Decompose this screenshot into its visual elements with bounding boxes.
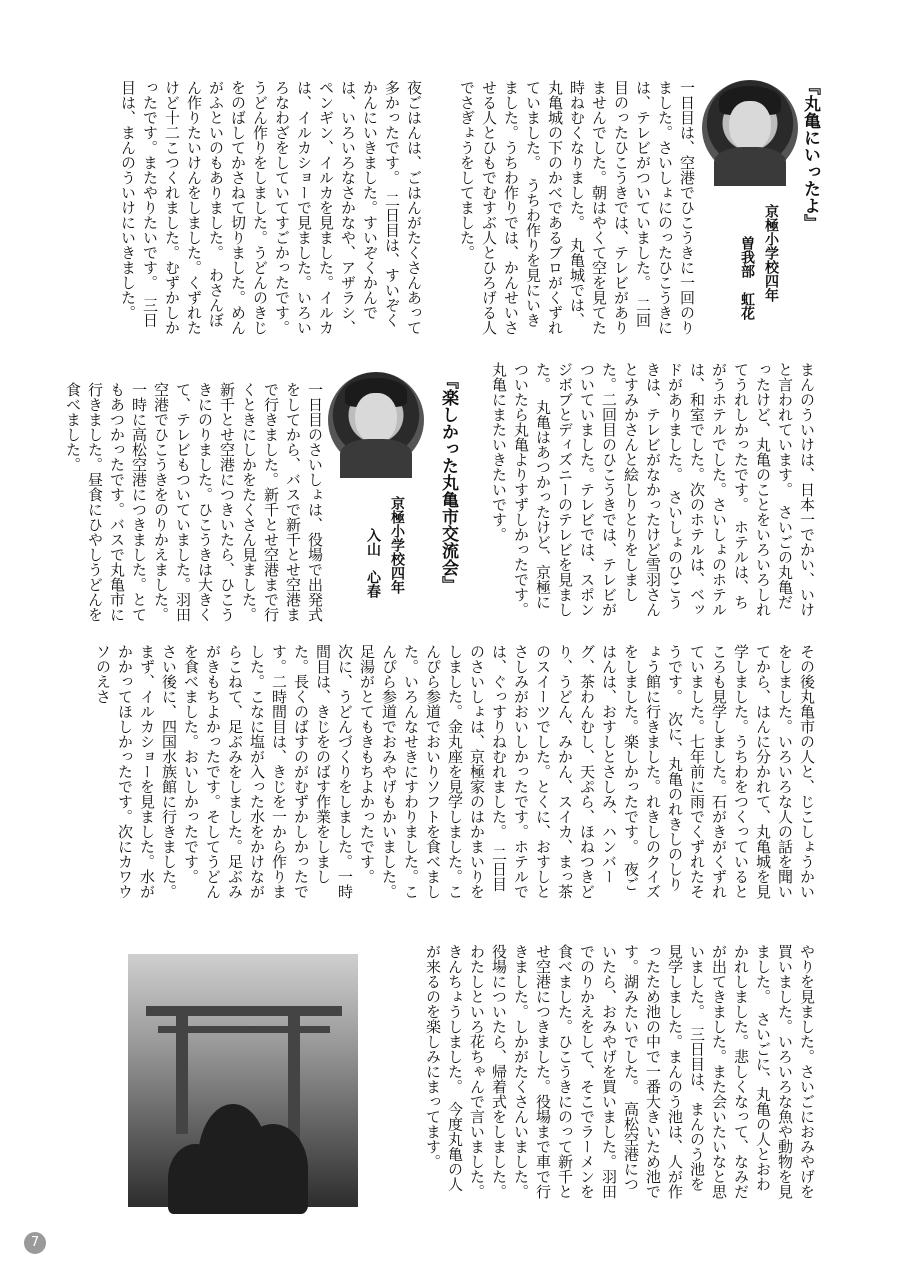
torii-left-pillar [176, 1014, 188, 1134]
article2-school: 京極小学校四年 [389, 496, 405, 594]
face-shape [729, 101, 771, 151]
article1-column-b: 夜ごはんは、ごはんがたくさんあって多かったです。 二日目は、すいぞくかんにいきました。すいぞくかんでは、いろいろなさかなや、アザラシ、ペンギン、イルカを見ました。イルカは、イルカショーで見ました。いろいろなわざをしていてすごかったです。 うどん作りをしました。うどんのきじをのばしてかさねて切りました。めんがふといのもありました。 わさんぼん作りたいけんをしました。くずれたけど十二こつくれました。むずかしかったです。またやりたいです。 三日目は、まんのういけにいきました。 [119, 80, 423, 343]
article1-author: 曽我部 虹花 [739, 236, 755, 320]
article2-column-a: 一日目のさいしょは、役場で出発式をしてから、バスで新千とせ空港まで行きました。新千とせ空港まで行くときにしかをたくさん見ました。新千とせ空港につきいたら、ひこうきにのりました。ひこうきは大きくて、テレビもついていました。羽田空港でひこうきをのりかえました。 一時に高松空港につきました。とてもあつかったです。バスで丸亀市に行きました。昼食にひやしうどんを食べました。 [64, 382, 324, 630]
article2-author: 入山 心春 [365, 528, 381, 598]
article1-author-photo [702, 80, 798, 176]
group-photo-torii-gate [128, 954, 358, 1207]
article2-column-b: その後丸亀市の人と、じこしょうかいをしました。いろいろな人の話を聞いてから、はんに分かれて、丸亀城を見学しました。うちわをつくっているところも見学しました。石がきがくずれていました。七年前に雨でくずれたそうです。 次に、丸亀のれきしのしりょう館に行きました。れきしのクイズをしました。楽しかったです。 夜ごはんは、おすしとさしみ、ハンバーグ、茶わんむし、天ぷら、ほねつきどり、うどん、みかん、スイカ、まっ茶のスイーツでした。とくに、おすしとさしみがおいしかったです。ホテルでは、ぐっすりねむれました。 二日目のさいしょは、京極家のはかまいりをしました。金丸座を見学しました。こんぴら参道でおいりソフトを食べました。いろんなせきにすわりました。こんぴら参道でおみやげもかいました。足湯がとてもきもちよかったです。 次に、うどんづくりをしました。一時間目は、きじをのばす作業をしました。長くのばすのがむずかしかったです。二時間目は、きじを一から作りました。こなに塩が入った水をかけながらこねて、足ぶみをしました。足ぶみがきもちよかったです。そしてうどんを食べました。おいしかったです。 さい後に、四国水族館に行きました。まず、イルカショーを見ました。水がかかってほしかったです。次にカワウソのえさ [94, 644, 816, 899]
article2-author-photo [328, 372, 424, 468]
people-silhouette [168, 1144, 223, 1214]
article1-school: 京極小学校四年 [763, 204, 779, 302]
face-shape [355, 393, 397, 443]
article1-column-a: 一日目は、空港でひこうきに一回のりました。さいしょにのったひこうきには、テレビがついていました。 二回目のったひこうきでは、テレビがありませんでした。朝はやくて空を見てた時ねむくなりました。 丸亀城では、丸亀城の下のかべであるブロがくずれていました。 うちわ作りを見にいきました。うちわ作りでは、かんせいさせる人とひもでむすぶ人とひろげる人でさぎょうをしてました。 [458, 80, 696, 335]
article1-title: 『丸亀にいったよ』 [800, 78, 820, 231]
article2-column-c: やりを見ました。さいごにおみやげを買いました。いろいろな魚や動物を見ました。 さいごに、丸亀の人とおわかれしました。悲しくなって、なみだが出てきました。また会いたいなと思いました。 三日目は、まんのう池を見学しました。まんのう池は、人が作ったため池の中で一番大きいため池です。湖みたいでした。 高松空港についたら、おみやげを買いました。羽田でのりかえをして、そこでラーメンを食べました。ひこうきにのって新千とせ空港につきました。役場まで車で行きました。しかがたくさんいました。役場についたら、帰着式をしました。わたしといろ花ちゃんで言いました。きんちょうしました。 今度丸亀の人が来るのを楽しみにまってます。 [424, 944, 816, 1199]
page-number: 7 [24, 1232, 46, 1254]
people-silhouette [238, 1124, 308, 1214]
article1-column-c: まんのういけは、日本一でかい、いけと言われています。 さいごの丸亀だったけど、丸亀のことをいろいろしれてうれしかったです。 ホテルは、ちがうホテルでした。さいしょのホテルは、和室でした。次のホテルは、ベッドがありました。 さいしょのひこうきは、テレビがなかったけど雪羽さんとすみかさんと絵しりとりをしました。二回目のひこうきでは、テレビがついていました。テレビでは、スポンジボブとディズニーのテレビを見ました。 丸亀はあつかったけど、京極についたら丸亀よりすずしかったです。 丸亀にまたいきたいです。 [490, 362, 816, 625]
body-shape [714, 147, 787, 185]
body-shape [340, 439, 413, 477]
article2-title: 『楽しかった丸亀市交流会』 [438, 372, 458, 593]
